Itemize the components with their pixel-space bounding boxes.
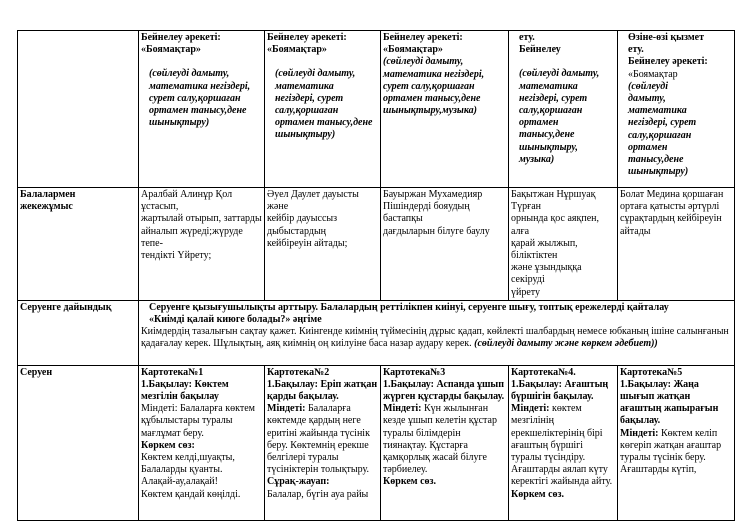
aim-label: Міндеті: bbox=[511, 403, 550, 415]
walk-prep-label: Серуенге дайындық bbox=[18, 300, 139, 365]
card-number: Картотека№5 bbox=[620, 366, 683, 378]
activity-areas: (сөйлеудi дамыту, математика негiздерi, сурет салу,қоршаған ортамен танысу,дене шынықтыру) bbox=[149, 68, 251, 129]
card-number: Картотека№1 bbox=[141, 366, 204, 378]
aim-text: Балаларға көктем құбылыстары туралы мағлұмат беру. bbox=[141, 403, 255, 439]
individual-work-label: Балалармен жекежұмыс bbox=[18, 188, 139, 301]
walk-cell-5 bbox=[618, 365, 735, 520]
card-number: Картотека№4. bbox=[511, 366, 576, 378]
individual-cell-4: Бақытжан Нұршуақ Түрған орнында қос аяқпен, алға қарай жылжып, біліктіктен және ұзындыққа секіруді үйрету bbox=[509, 188, 618, 301]
daily-plan-table bbox=[17, 30, 735, 521]
activity-head: ету. Бейнелеу bbox=[519, 32, 561, 56]
individual-work-row bbox=[18, 188, 735, 301]
individual-cell-1: Аралбай Алинұр Қол ұстасып, жартылай отырып, заттарды айналып жүреді;жүруде тепе- тендікті Үйрету; bbox=[139, 188, 265, 301]
activity-head-3: «Боямақтар bbox=[628, 68, 678, 80]
prep-areas: (сөйлеудi дамыту және көркем әдебиет)) bbox=[474, 338, 658, 350]
individual-cell-5: Болат Медина қоршаған ортаға қатысты әртүрлі сұрақтардың кейбіреуін айтады bbox=[618, 188, 735, 301]
walk-label: Серуен bbox=[18, 365, 139, 520]
walk-prep-row bbox=[18, 300, 735, 365]
observation-title: 1.Бақылау: Жаңа шығып жатқан ағаштың жапырағын бақылау. bbox=[620, 378, 719, 427]
observation-title: 1.Бақылау: Еріп жатқан қарды бақылау. bbox=[267, 378, 378, 403]
aim-text: Күн жылынған кезде ұшып келетін құстар туралы білімдерін тиянақтау. Құстарға қамқорлық жасай білуге тәрбиелеу. bbox=[383, 403, 497, 476]
walk-cell-4 bbox=[509, 365, 618, 520]
aim-text: Балаларға көктемде қардың неге еритіні жайында түсінік беру. Көктемнің ерекше белгілері туралы түсініктерін толықтыру. bbox=[267, 403, 370, 476]
activity-cell-5 bbox=[618, 31, 735, 188]
observation-title: 1.Бақылау: Аспанда ұшып жүрген құстарды бақылау. bbox=[383, 378, 505, 403]
aim-text: көктем мезгілінің ерекшеліктерінің бірі ағаштың бүршігі туралы түсіндіру. Ағаштарды аялап күту керектігі жайында айту. bbox=[511, 403, 613, 488]
activity-head: Өзiне-өзi қызмет ету. bbox=[628, 32, 705, 56]
observation-title: 1.Бақылау: Ағаштың бүршігін бақылау. bbox=[511, 378, 609, 403]
activity-row bbox=[18, 31, 735, 188]
activity-cell-3 bbox=[381, 31, 509, 188]
word-label: Көркем сөз. bbox=[383, 476, 437, 488]
observation-title: 1.Бақылау: Көктем мезгілін бақылау bbox=[141, 378, 229, 403]
activity-head: Бейнелеу әрекеті: «Боямақтар» bbox=[267, 32, 347, 56]
prep-text: Киімдердің тазалығын сақтау қажет. Киінгенде киімнің түймесінің дұрыс қадап, көйлекті шалбардың немесе юбканың ішіне салынғанын қадағалау керек. Шұлықтың, аяқ киімнің оң киілуіне баса назар аудару керек. bbox=[141, 326, 729, 350]
activity-areas: (сөйлеудi дамыту, математика негiздерi, сурет салу,қоршаған ортамен танысу,дене шынықтыру) bbox=[275, 68, 373, 141]
aim-text: Көктем келіп көгеріп жатқан ағаштар туралы түсінік беру. Ағаштарды күтіп, bbox=[620, 427, 722, 476]
activity-head: Бейнелеу әрекеті: «Боямақтар» bbox=[383, 32, 463, 56]
word-label: Көркем сөз: bbox=[141, 439, 195, 451]
walk-cell-1 bbox=[139, 365, 265, 520]
activity-head-2: Бейнелеу әрекеті: bbox=[628, 56, 708, 68]
activity-head: Бейнелеу әрекеті: «Боямақтар» bbox=[141, 32, 221, 56]
activity-areas: (сөйлеудi дамыту, математика негiздерi, сурет салу,қоршаған ортамен танысу,дене шынықтыру,музыка) bbox=[383, 56, 485, 117]
poem-text: Көктем келді,шуақты, Балаларды қуанты. Алақай-ау,алақай! Көктем қандай көңілді. bbox=[141, 452, 241, 500]
individual-cell-3: Бауыржан Мухамедияр Пішіндерді бояудың бастапқы дағдыларын білуге баулу bbox=[381, 188, 509, 301]
walk-prep-cell bbox=[139, 300, 735, 365]
question-label: Сұрақ-жауап: bbox=[267, 476, 330, 488]
question-text: Балалар, бүгін ауа райы bbox=[267, 488, 369, 500]
word-label: Көркем сөз. bbox=[511, 488, 565, 500]
card-number: Картотека№3 bbox=[383, 366, 446, 378]
aim-label: Міндеті: bbox=[141, 403, 178, 415]
aim-label: Міндеті: bbox=[620, 427, 659, 439]
aim-label: Міндеті: bbox=[383, 403, 422, 415]
walk-cell-2 bbox=[265, 365, 381, 520]
activity-areas: (сөйлеудi дамыту, математика негiздерi, сурет салу,қоршаған ортамен танысу,дене шынықтыру) bbox=[628, 80, 697, 178]
prep-bold-text: Серуенге қызығушылықты арттыру. Балалардың реттілікпен киінуі, серуенге шығу, топтық ережелерді қайталау bbox=[149, 301, 669, 313]
activity-cell-4 bbox=[509, 31, 618, 188]
activity-label-cell bbox=[18, 31, 139, 188]
prep-story-title: «Киімді қалай киюге болады?» әңгіме bbox=[149, 313, 322, 325]
individual-cell-2: Әуел Даулет дауысты және кейбір дауыссыз дыбыстардың кейбіреуін айтады; bbox=[265, 188, 381, 301]
walk-cell-3 bbox=[381, 365, 509, 520]
activity-cell-1 bbox=[139, 31, 265, 188]
activity-cell-2 bbox=[265, 31, 381, 188]
aim-label: Міндеті: bbox=[267, 403, 306, 415]
card-number: Картотека№2 bbox=[267, 366, 330, 378]
activity-areas: (сөйлеудi дамыту, математика негiздерi, сурет салу,қоршаған ортамен танысу,дене шынықтыру, музыка) bbox=[519, 68, 600, 165]
walk-row bbox=[18, 365, 735, 520]
